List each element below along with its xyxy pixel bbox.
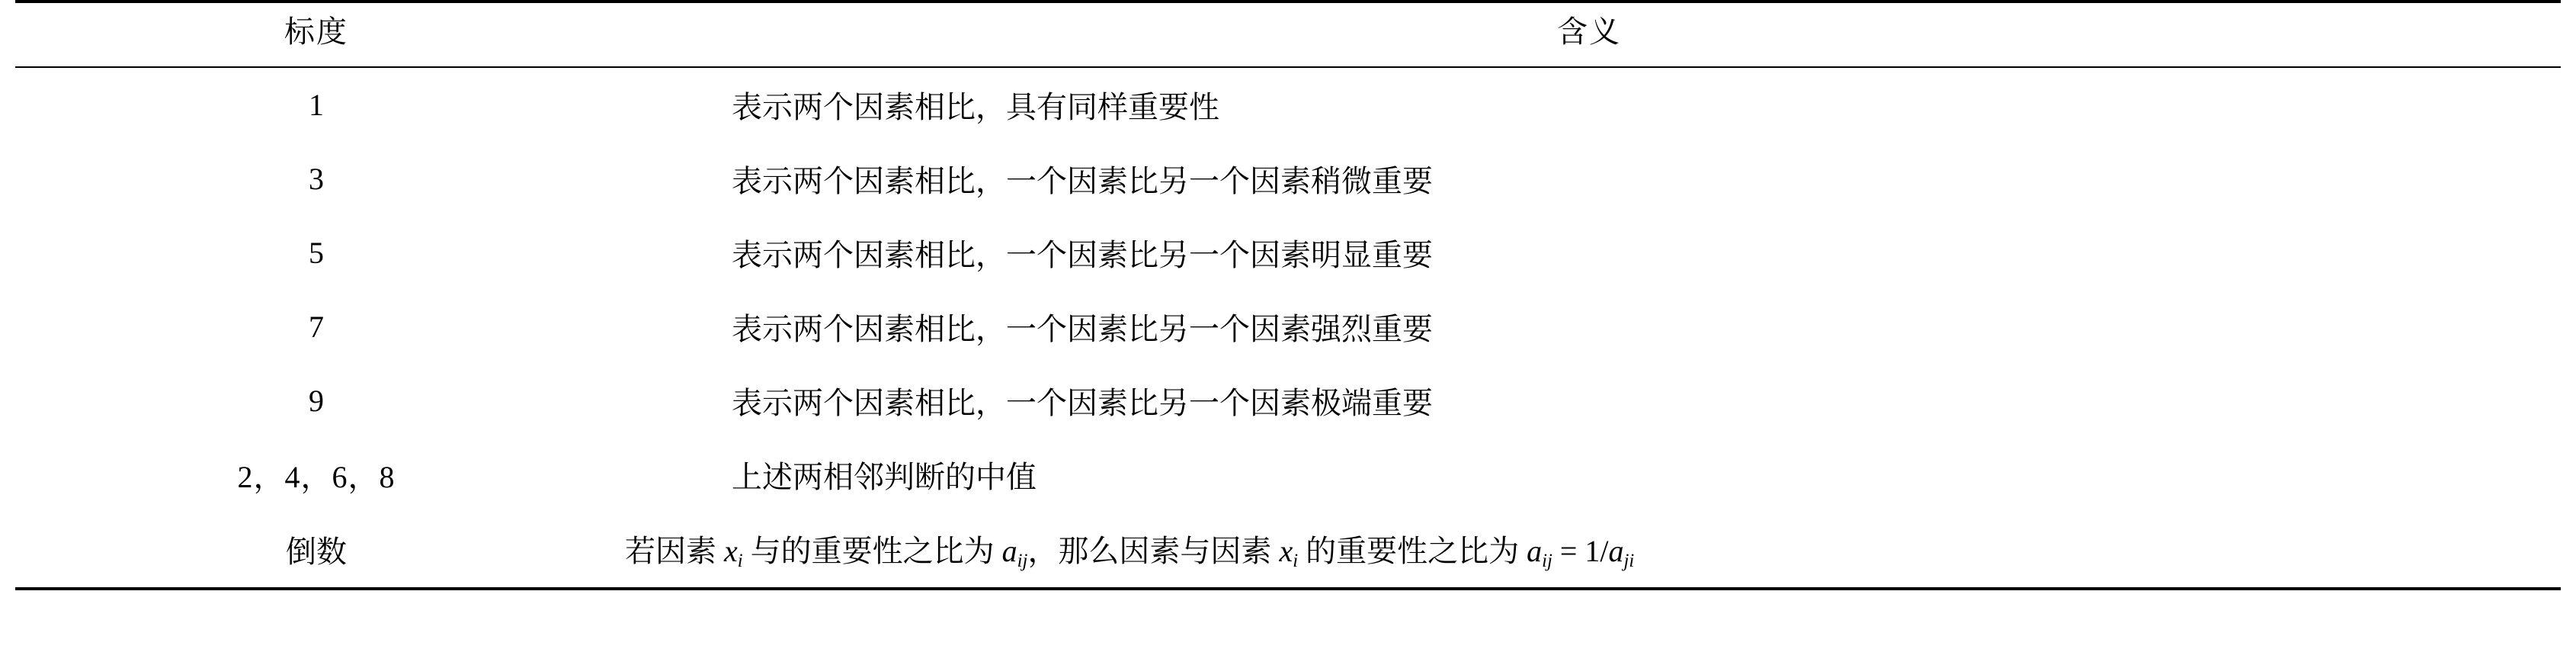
formula-part-1: 若因素 — [625, 534, 724, 568]
table-row — [15, 512, 2561, 589]
formula-var-1: x — [724, 534, 738, 568]
cell-meaning — [617, 290, 2561, 364]
table-header-row — [15, 2, 2561, 67]
cell-meaning-text: 表示两个因素相比，一个因素比另一个因素极端重要 — [732, 386, 1433, 420]
column-header-mark: 标度 — [15, 2, 617, 67]
column-header-meaning: 含义 — [617, 2, 2561, 67]
cell-mark: 倒数 — [15, 512, 617, 589]
cell-meaning-text: 表示两个因素相比，一个因素比另一个因素明显重要 — [732, 238, 1433, 272]
formula-part-2: 与的重要性之比为 — [742, 534, 1002, 568]
cell-mark: 1 — [309, 88, 324, 122]
formula-var-2-sub: ij — [1017, 550, 1028, 571]
cell-meaning-formula-text — [617, 527, 2561, 572]
formula-var-2: a — [1001, 534, 1017, 568]
formula-var-5: a — [1608, 534, 1624, 568]
cell-meaning — [617, 142, 2561, 216]
cell-meaning — [617, 216, 2561, 290]
table-row — [15, 364, 2561, 438]
table-row — [15, 290, 2561, 364]
formula-var-5-sub: ji — [1623, 550, 1635, 571]
cell-mark: 9 — [309, 384, 324, 418]
table-row — [15, 216, 2561, 290]
cell-mark: 7 — [309, 310, 324, 344]
cell-meaning-text: 上述两相邻判断的中值 — [732, 460, 1036, 494]
cell-meaning — [617, 438, 2561, 512]
formula-var-4-sub: ij — [1542, 550, 1552, 571]
table-row — [15, 438, 2561, 512]
scale-table — [15, 0, 2561, 590]
cell-meaning — [617, 67, 2561, 142]
formula-var-4: a — [1527, 534, 1543, 568]
formula-part-5: = 1/ — [1552, 534, 1609, 568]
cell-mark: 5 — [309, 236, 324, 270]
formula-part-4: 的重要性之比为 — [1298, 534, 1527, 568]
cell-meaning-formula — [617, 512, 2561, 589]
cell-meaning-text: 表示两个因素相比，一个因素比另一个因素强烈重要 — [732, 312, 1433, 346]
formula-part-3: ，那么因素与因素 — [1027, 534, 1280, 568]
formula-var-3: x — [1279, 534, 1293, 568]
table-row — [15, 67, 2561, 142]
cell-meaning — [617, 364, 2561, 438]
cell-meaning-text: 表示两个因素相比，具有同样重要性 — [732, 90, 1219, 124]
formula-var-3-sub: i — [1293, 550, 1299, 571]
cell-meaning-text: 表示两个因素相比，一个因素比另一个因素稍微重要 — [732, 164, 1433, 198]
cell-mark: 3 — [309, 162, 324, 196]
cell-mark: 2，4，6，8 — [237, 460, 396, 494]
formula-var-1-sub: i — [737, 550, 743, 571]
table-row — [15, 142, 2561, 216]
